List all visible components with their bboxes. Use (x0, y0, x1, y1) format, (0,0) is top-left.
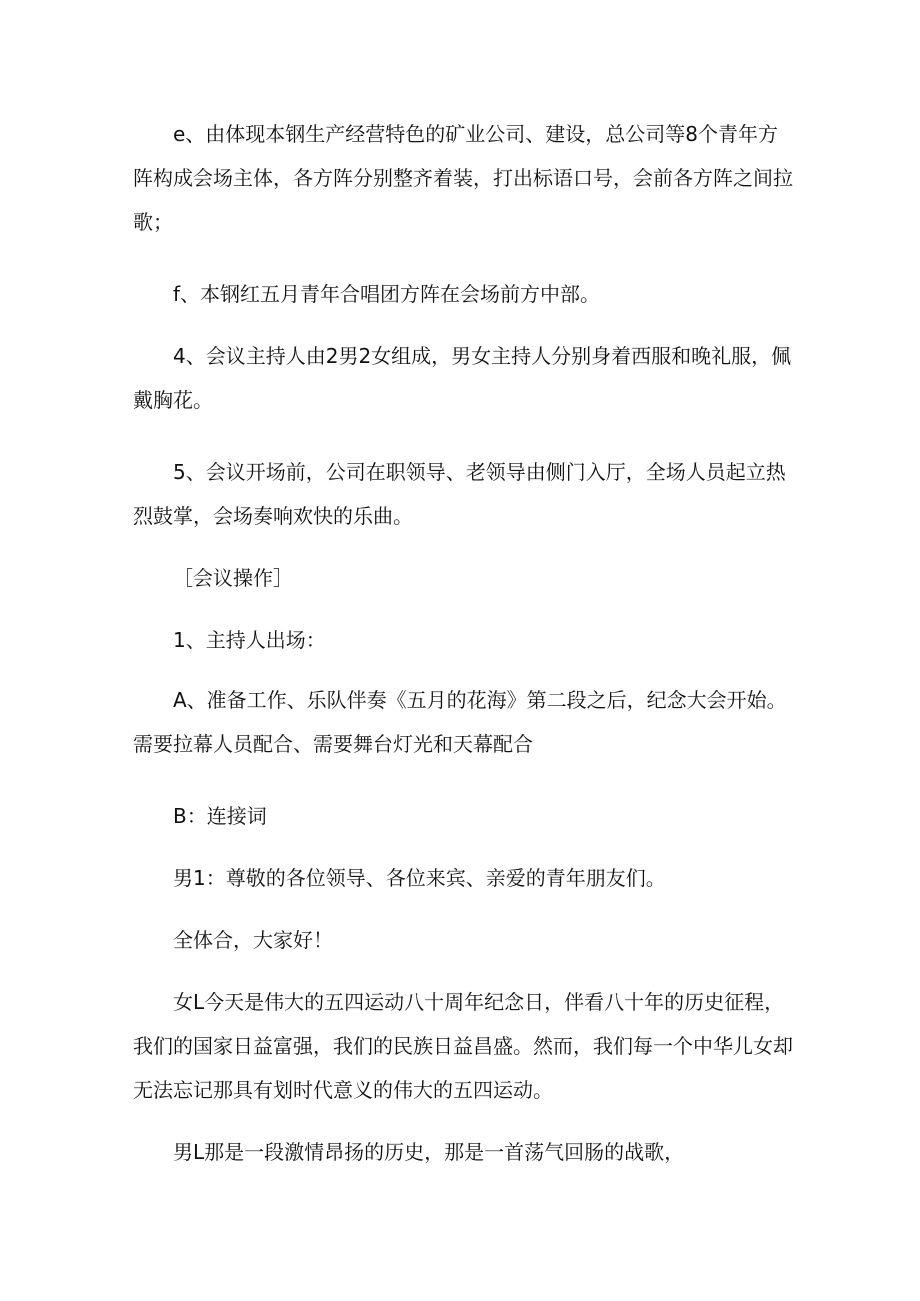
paragraph-1-host-entrance: 1、主持人出场： (173, 628, 326, 652)
paragraph-male1-speech: 男L那是一段激情昂扬的历史，那是一首荡气回肠的战歌， (173, 1140, 685, 1164)
paragraph-female1-speech: 女L今天是伟大的五四运动八十周年纪念日，伴看八十年的历史征程，我们的国家日益富强，我们的民族日益昌盛。然而，我们每一个中华儿女却无法忘记那具有划时代意义的伟大的五四运动。 (133, 990, 793, 1102)
section-heading-meeting-operation: ［会议操作］ (173, 566, 293, 590)
paragraph-all-together: 全体合，大家好！ (173, 928, 333, 952)
paragraph-b-connecting-words: B：连接词 (173, 804, 267, 828)
paragraph-4-hosts: 4、会议主持人由2男2女组成，男女主持人分别身着西服和晚礼服，佩戴胸花。 (133, 344, 792, 412)
paragraph-a-preparation: A、准备工作、乐队伴奏《五月的花海》第二段之后，纪念大会开始。需要拉幕人员配合、需要舞台灯光和天幕配合 (133, 688, 787, 756)
paragraph-f-choir-formation: f、本钢红五月青年合唱团方阵在会场前方中部。 (173, 282, 601, 306)
paragraph-e-youth-formations: e、由体现本钢生产经营特色的矿业公司、建设，总公司等8个青年方阵构成会场主体，各方阵分别整齐着装，打出标语口号，会前各方阵之间拉歌； (133, 122, 793, 234)
paragraph-male1-greeting: 男1：尊敬的各位领导、各位来宾、亲爱的青年朋友们。 (173, 866, 666, 890)
paragraph-5-opening: 5、会议开场前，公司在职领导、老领导由侧门入厅，全场人员起立热烈鼓掌，会场奏响欢快的乐曲。 (133, 460, 786, 528)
